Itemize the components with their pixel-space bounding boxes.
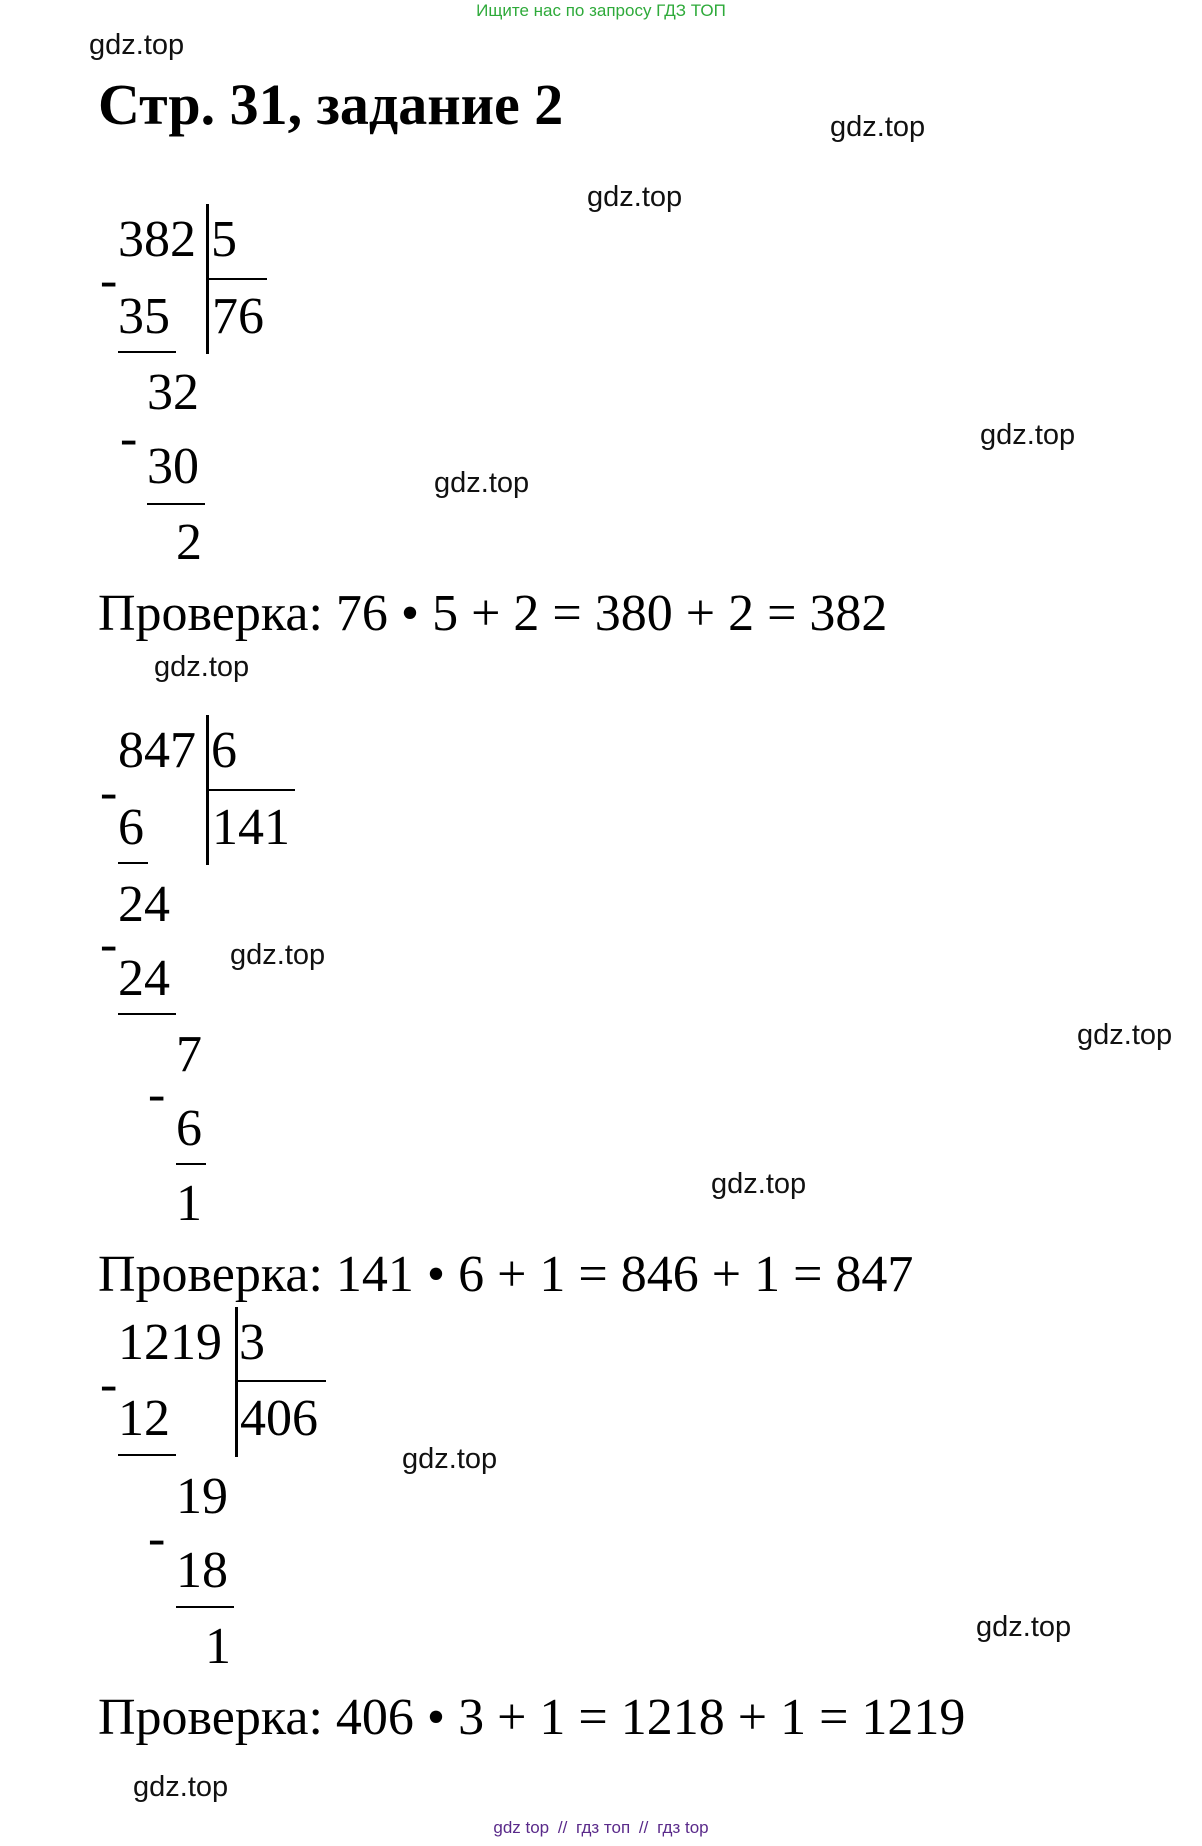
minus-sign: - [148,1510,166,1567]
division-bar [235,1307,238,1457]
step-value: 24 [118,950,170,1007]
watermark: gdz.top [434,467,530,499]
step-value: 35 [118,288,170,345]
quotient: 406 [240,1390,318,1447]
watermark: gdz.top [980,419,1076,451]
check-line-2: Проверка: 141 • 6 + 1 = 846 + 1 = 847 [98,1246,914,1303]
dividend: 847 [118,722,196,779]
page-title: Стр. 31, задание 2 [98,72,564,137]
watermark: gdz.top [133,1771,229,1803]
watermark: gdz.top [976,1611,1072,1643]
quotient-line [209,789,295,791]
step-line [176,1606,234,1608]
divisor: 6 [211,722,237,779]
dividend: 1219 [118,1314,222,1371]
watermark: gdz.top [89,29,185,61]
step-value: 7 [176,1026,202,1083]
watermark: gdz.top [1077,1019,1173,1051]
watermark: gdz.top [154,651,250,683]
step-value: 12 [118,1390,170,1447]
step-value: 32 [147,364,199,421]
minus-sign: - [100,1356,118,1413]
watermark: gdz.top [402,1443,498,1475]
remainder: 1 [176,1175,202,1232]
step-line [118,1454,176,1456]
check-line-1: Проверка: 76 • 5 + 2 = 380 + 2 = 382 [98,585,888,642]
minus-sign: - [120,410,138,467]
watermark: gdz.top [230,939,326,971]
check-line-3: Проверка: 406 • 3 + 1 = 1218 + 1 = 1219 [98,1689,966,1746]
footer-link[interactable]: гдз топ [576,1818,631,1837]
step-value: 6 [118,799,144,856]
footer-separator: // [638,1818,649,1837]
step-line [147,503,205,505]
top-banner: Ищите нас по запросу ГДЗ ТОП [476,1,726,20]
quotient: 76 [212,288,264,345]
quotient-line [238,1380,326,1382]
footer [0,1817,1202,1839]
footer-link[interactable]: гдз top [657,1818,709,1837]
divisor: 5 [211,211,237,268]
step-value: 18 [176,1542,228,1599]
divisor: 3 [239,1314,265,1371]
minus-sign: - [100,764,118,821]
step-line [118,1013,176,1015]
dividend: 382 [118,211,196,268]
quotient: 141 [212,799,290,856]
step-value: 19 [176,1468,228,1525]
footer-separator: // [557,1818,568,1837]
watermark: gdz.top [830,111,926,143]
minus-sign: - [100,252,118,309]
watermark: gdz.top [587,181,683,213]
step-value: 6 [176,1100,202,1157]
minus-sign: - [148,1066,166,1123]
minus-sign: - [100,916,118,973]
step-line [118,351,176,353]
step-value: 30 [147,438,199,495]
step-line [176,1163,206,1165]
step-line [118,862,148,864]
quotient-line [209,278,267,280]
remainder: 1 [205,1618,231,1675]
footer-link[interactable]: gdz top [493,1818,550,1837]
remainder: 2 [176,514,202,571]
step-value: 24 [118,876,170,933]
watermark: gdz.top [711,1168,807,1200]
